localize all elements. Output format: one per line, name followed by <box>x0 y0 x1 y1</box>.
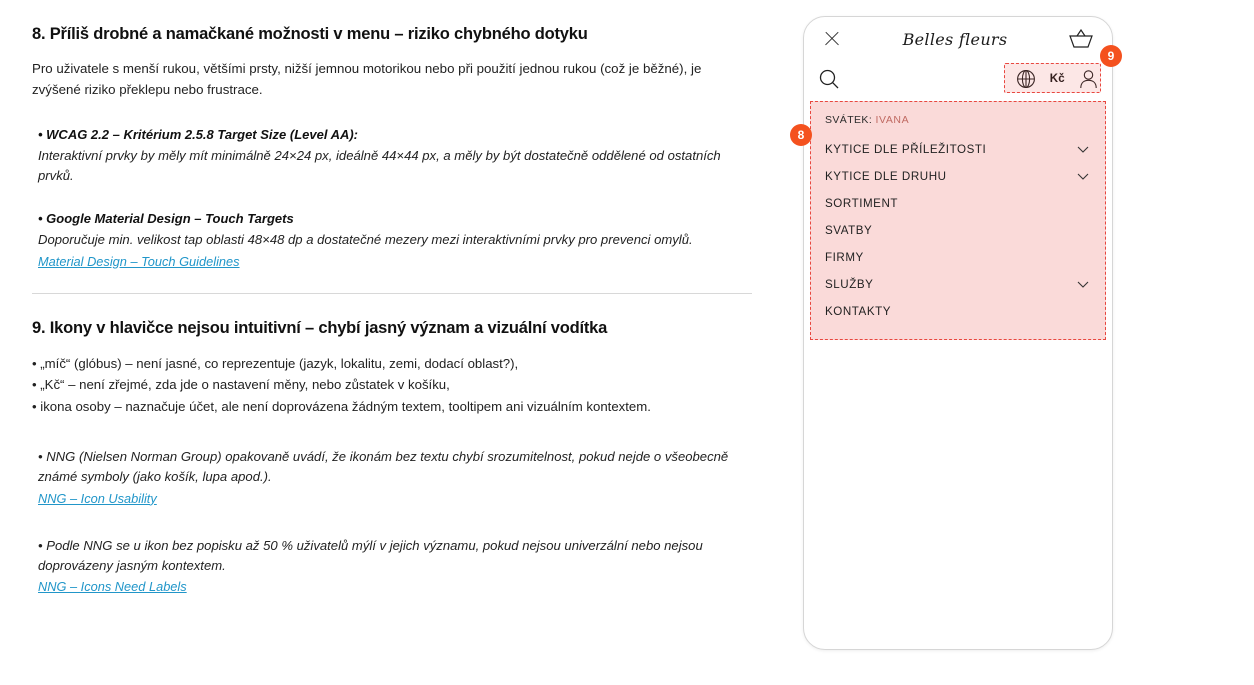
currency-label[interactable]: Kč <box>1049 73 1065 85</box>
menu-item-firmy[interactable] <box>811 244 1105 271</box>
menu-item-label: SVATBY <box>825 224 873 237</box>
chevron-down-icon <box>1077 173 1089 180</box>
basket-icon[interactable] <box>1068 29 1094 49</box>
nng-icon-usability-link[interactable]: NNG – Icon Usability <box>38 490 157 506</box>
close-icon[interactable] <box>822 29 842 49</box>
document-column <box>32 24 752 610</box>
section-9-guideline-nng-icons-need-labels <box>32 536 752 597</box>
chevron-down-icon <box>1077 146 1089 153</box>
menu-item-sluzby[interactable] <box>811 271 1105 298</box>
menu-item-label: KYTICE DLE PŘÍLEŽITOSTI <box>825 143 987 156</box>
menu-item-kytice-dle-prilezitosti[interactable] <box>811 136 1105 163</box>
menu-panel-highlight <box>810 101 1106 340</box>
section-9-heading: 9. Ikony v hlavičce nejsou intuitivní – chybí jasný význam a vizuální vodítka <box>32 318 608 337</box>
guideline-body: • Podle NNG se u ikon bez popisku až 50 % uživatelů mýlí v jejich významu, pokud nejsou univerzální nebo nejsou doprovázeny jasným kontextem. <box>38 537 703 573</box>
menu-item-sortiment[interactable] <box>811 190 1105 217</box>
menu-item-label: FIRMY <box>825 251 864 264</box>
menu-item-label: SLUŽBY <box>825 278 874 291</box>
phone-header <box>804 17 1112 61</box>
section-8-guideline-wcag <box>32 125 752 187</box>
search-icon[interactable] <box>818 68 840 90</box>
phone-mockup <box>803 16 1113 650</box>
section-8-heading: 8. Příliš drobné a namačkané možnosti v menu – riziko chybného dotyku <box>32 25 588 43</box>
globe-icon[interactable] <box>1016 69 1036 89</box>
section-8-paragraph: Pro uživatele s menší rukou, většími prsty, nižší jemnou motorikou nebo při použití jednou rukou (což je běžné), je zvýšené riziko překlepu nebo frustrace. <box>32 61 702 98</box>
section-divider <box>32 293 752 294</box>
annotation-badge-8: 8 <box>790 124 812 146</box>
svatek-label: SVÁTEK: <box>825 114 873 126</box>
person-icon[interactable] <box>1079 69 1098 89</box>
section-9-guideline-nng-icon-usability <box>32 447 752 508</box>
svatek-name: IVANA <box>875 114 910 126</box>
chevron-down-icon <box>1077 281 1089 288</box>
guideline-body: Interaktivní prvky by měly mít minimálně 24×24 px, ideálně 44×44 px, a měly by být dostatečně oddělené od ostatních prvků. <box>38 148 721 184</box>
phone-toolbar <box>804 61 1112 97</box>
toolbar-icon-group <box>1016 69 1098 89</box>
svatek-row <box>811 112 1105 136</box>
list-item: • „míč“ (glóbus) – není jasné, co reprezentuje (jazyk, lokalitu, zemi, dodací oblast?), <box>32 355 519 371</box>
annotation-badge-9: 9 <box>1100 45 1122 67</box>
menu-item-kytice-dle-druhu[interactable] <box>811 163 1105 190</box>
menu-item-label: SORTIMENT <box>825 197 899 210</box>
section-9-bullet-list <box>32 353 752 417</box>
guideline-title: • Google Material Design – Touch Targets <box>38 210 294 226</box>
guideline-body: Doporučuje min. velikost tap oblasti 48×48 dp a dostatečné mezery mezi interaktivními prvky pro prevenci omylů. <box>38 232 693 248</box>
guideline-body: • NNG (Nielsen Norman Group) opakovaně uvádí, že ikonám bez textu chybí srozumitelnost, pokud nejde o všeobecně známé symboly (jako košík, lupa apod.). <box>38 449 729 485</box>
brand-logo: Belles fleurs <box>902 29 1008 49</box>
menu-item-label: KYTICE DLE DRUHU <box>825 170 947 183</box>
material-design-link[interactable]: Material Design – Touch Guidelines <box>38 253 240 269</box>
guideline-title: • WCAG 2.2 – Kritérium 2.5.8 Target Size (Level AA): <box>38 126 359 142</box>
menu-item-label: KONTAKTY <box>825 305 892 318</box>
nng-icons-need-labels-link[interactable]: NNG – Icons Need Labels <box>38 579 187 595</box>
menu-item-kontakty[interactable] <box>811 298 1105 325</box>
menu-item-svatby[interactable] <box>811 217 1105 244</box>
list-item: • ikona osoby – naznačuje účet, ale není doprovázena žádným textem, tooltipem ani vizuálním kontextem. <box>32 398 651 414</box>
section-8-guideline-material <box>32 209 752 271</box>
list-item: • „Kč“ – není zřejmé, zda jde o nastavení měny, nebo zůstatek v košíku, <box>32 377 450 393</box>
